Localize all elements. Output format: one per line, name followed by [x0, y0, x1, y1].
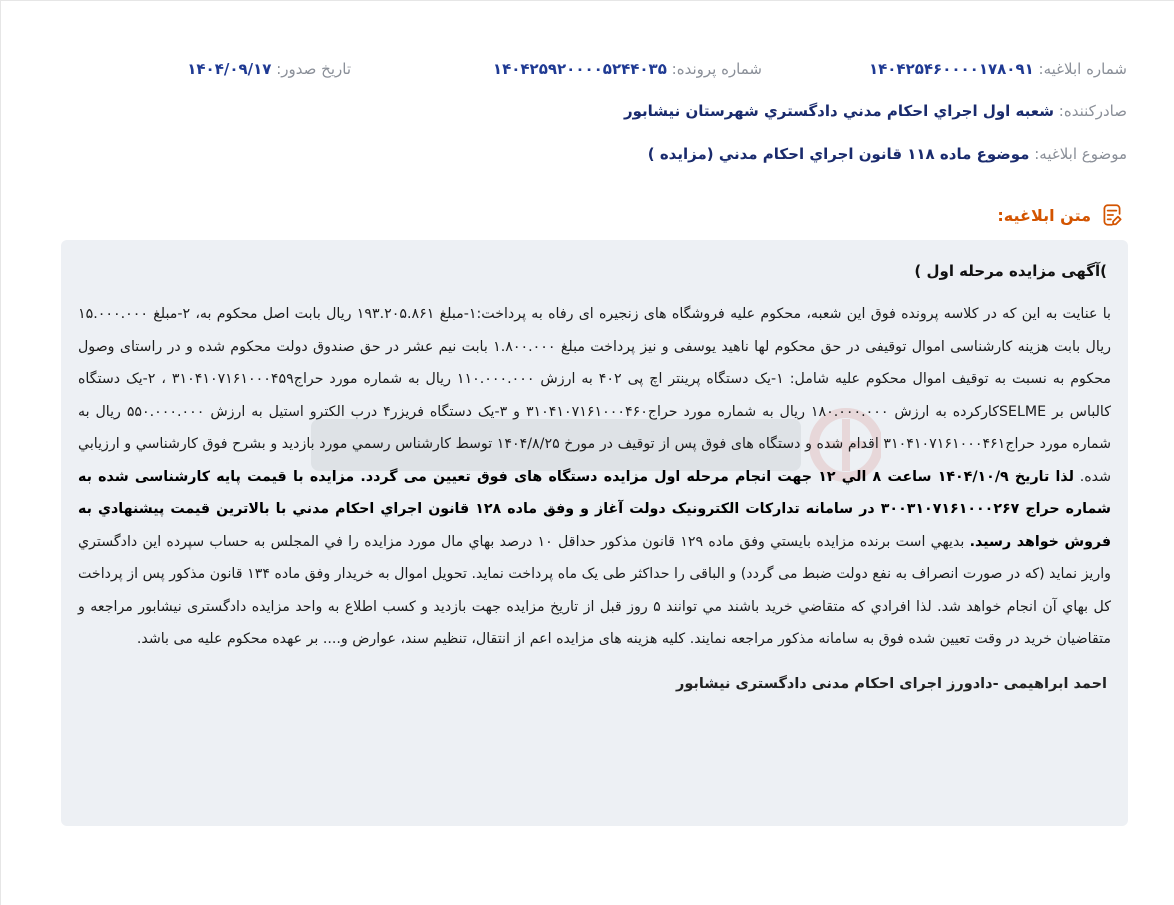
notice-body-bold: لذا تاریخ ۱۴۰۴/۱۰/۹ ساعت ۸ الي ۱۲ جهت انجام مرحله اول مزايده دستگاه های فوق تعیین می گردد. مزايده با قیمت پایه کارشناسی شده به شماره حراج ۳۰۰۳۱۰۷۱۶۱۰۰۰۲۶۷ در سامانه تدارکات الکترونیک دولت آغاز و وفق ماده ۱۲۸ قانون اجراي احكام مدني با بالاترين قيمت پيشنهادي به فروش خواهد رسید. — [78, 468, 1112, 550]
notice-body-part1: با عنایت به این که در کلاسه پرونده فوق این شعبه، محکوم علیه فروشگاه های زنجیره ای رفاه به پرداخت:۱-مبلغ ۱۹۳.۲۰۵.۸۶۱ ریال بابت اصل محکوم به، ۲-مبلغ ۱۵.۰۰۰.۰۰۰ ریال بابت هزینه کارشناسی اموال توقیفی در حق محکوم لها ناهید یوسفی و نیز پرداخت مبلغ ۱.۸۰۰.۰۰۰ بابت نیم عشر در حق صندوق دولت محکوم شده و در راستای وصول محکوم به نسبت به توقیف اموال محکوم علیه شامل: ۱-یک دستگاه پرینتر اچ پی ۴۰۲ به ارزش ۱۱۰.۰۰۰.۰۰۰ ریال به شماره مورد حراج۳۱۰۴۱۰۷۱۶۱۰۰۰۴۵۹ ، ۲-یک دستگاه کالباس بر SELMEکارکرده به ارزش ۱۸۰.۰۰۰.۰۰۰ ریال به شماره مورد حراج۳۱۰۴۱۰۷۱۶۱۰۰۰۴۶۰ و ۳-یک دستگاه فریزر۴ درب الکترو استیل به ارزش ۵۵۰.۰۰۰.۰۰۰ ریال به شماره مورد حراج۳۱۰۴۱۰۷۱۶۱۰۰۰۴۶۱ اقدام شده و دستگاه های فوق پس از توقیف در مورخ ۱۴۰۴/۸/۲۵ توسط کارشناس رسمي مورد بازديد و بشرح فوق کارشناسي و ارزيابي شده. — [78, 306, 1112, 485]
case-number-value: ۱۴۰۴۲۵۹۲۰۰۰۰۵۲۴۴۰۳۵ — [492, 60, 667, 78]
case-number — [493, 60, 762, 78]
notification-number-label: شماره ابلاغيه: — [1038, 60, 1127, 78]
issue-date-value: ۱۴۰۴/۰۹/۱۷ — [187, 60, 272, 78]
auction-title: )آگهی مزايده مرحله اول ) — [914, 262, 1107, 280]
notice-body — [78, 298, 1111, 656]
notice-content-box — [61, 240, 1128, 826]
issue-date-label: تاريخ صدور: — [276, 60, 351, 78]
document-edit-icon — [1099, 202, 1125, 228]
case-number-label: شماره پرونده: — [671, 60, 762, 78]
notification-number-value: ۱۴۰۴۲۵۴۶۰۰۰۰۱۷۸۰۹۱ — [868, 60, 1034, 78]
issuer-value: شعبه اول اجراي احكام مدني دادگستري شهرستان نيشابور — [623, 102, 1054, 120]
issuer-label: صادرکننده: — [1058, 102, 1127, 120]
subject-label: موضوع ابلاغيه: — [1034, 145, 1127, 163]
notice-text-title: متن ابلاغيه: — [997, 205, 1091, 225]
notice-text-heading — [997, 202, 1125, 228]
issue-date — [187, 60, 351, 78]
subject-value: موضوع ماده ۱۱۸ قانون اجراي احكام مدني (مزايده ) — [647, 145, 1030, 163]
subject-row — [648, 145, 1127, 163]
notification-number — [869, 60, 1127, 78]
notice-body-part2: بديهي است برنده مزايده بايستي وفق ماده ۱۲۹ قانون مذكور حداقل ۱۰ درصد بهاي مال مورد مزايده را في المجلس به حساب سپرده اين دادگستري واريز نمايد (که در صورت انصراف به نفع دولت ضبط می گردد) و الباقی را حداکثر طی یک ماه پرداخت نمايد. تحويل اموال به خريدار وفق ماده ۱۳۴ قانون مذكور پس از پرداخت كل بهاي آن انجام خواهد شد. لذا افرادي که متقاضي خريد باشند مي توانند ۵ روز قبل از تاريخ مزايده جهت بازديد و کسب اطلاع به واحد مزايده دادگستری نیشابور مراجعه و متقاضیان خرید در وقت تعیین شده فوق به سامانه مذکور مراجعه نمایند. کلیه هزینه های مزایده اعم از انتقال، تنظیم سند، عوارض و.... بر عهده محکوم علیه می باشد. — [78, 533, 1111, 647]
signature: احمد ابراهیمی -دادورز اجرای احکام مدنی دادگستری نیشابور — [675, 675, 1107, 692]
issuer-row — [624, 102, 1127, 120]
header-row-numbers — [47, 60, 1127, 82]
